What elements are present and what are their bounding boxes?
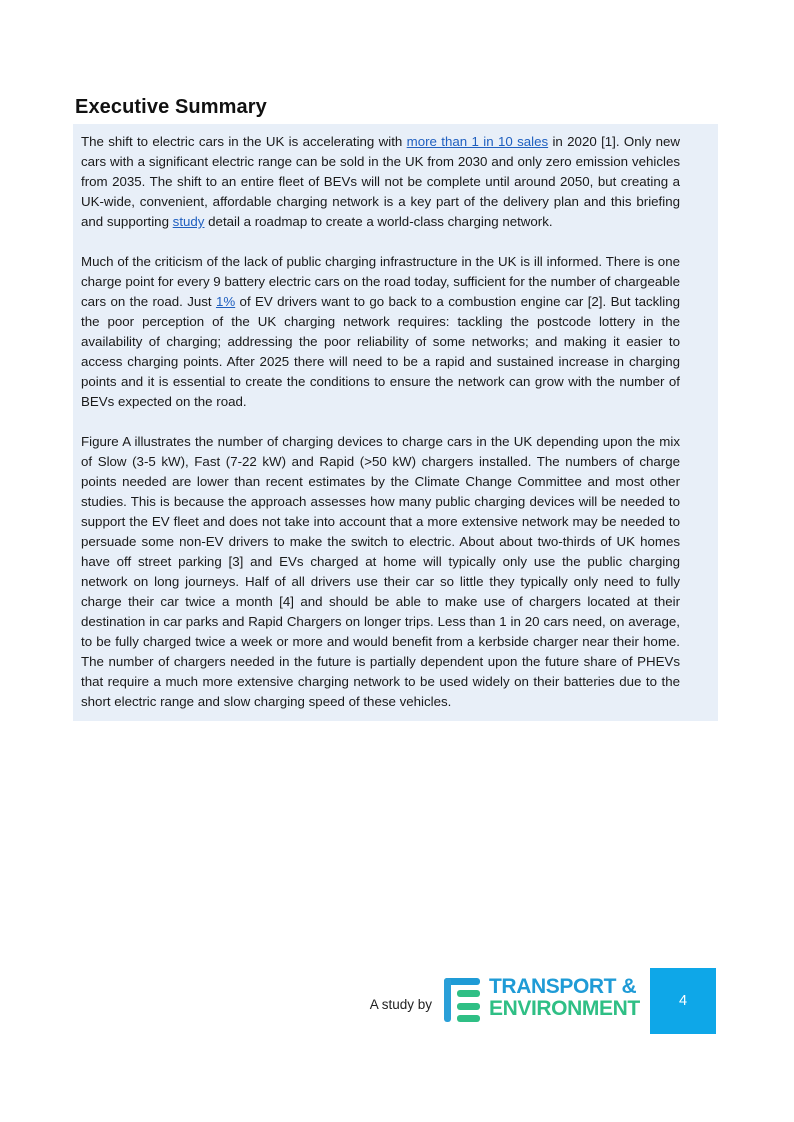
link-sales-share[interactable]: more than 1 in 10 sales xyxy=(406,134,549,149)
page-number: 4 xyxy=(650,968,716,1034)
paragraph-text: The shift to electric cars in the UK is accelerating with xyxy=(81,134,407,149)
summary-paragraph-2 xyxy=(81,252,680,412)
link-study[interactable]: study xyxy=(172,214,205,229)
logo-line-environment: ENVIRONMENT xyxy=(489,997,640,1020)
section-heading: Executive Summary xyxy=(75,96,267,118)
logo-line-transport: TRANSPORT & xyxy=(489,975,637,998)
paragraph-text: of EV drivers want to go back to a combustion engine car [2]. But tackling the poor perception of the UK charging network requires: tackling the postcode lottery in the availability of charging; addressing the poor reliability of some networks; and making it easier to access charging points. After 2025 there will need to be a rapid and sustained increase in charging points and it is essential to create the conditions to ensure the network can grow with the number of BEVs expected on the road. xyxy=(81,294,680,409)
page-footer xyxy=(0,968,794,1034)
summary-paragraph-1 xyxy=(81,132,680,232)
summary-paragraph-3: Figure A illustrates the number of charging devices to charge cars in the UK depending upon the mix of Slow (3-5 kW), Fast (7-22 kW) and Rapid (>50 kW) chargers installed. The numbers of charge points needed are lower than recent estimates by the Climate Change Committee and most other studies. This is because the approach assesses how many public charging devices will be needed to support the EV fleet and does not take into account that a more extensive network may be needed to persuade some non-EV drivers to make the switch to electric. About about two-thirds of UK homes have off street parking [3] and EVs charged at home will typically only use the public charging network on long journeys. Half of all drivers use their car so little they typically only need to fully charge their car twice a month [4] and should be able to make use of chargers located at their destination in car parks and Rapid Chargers on longer trips. Less than 1 in 20 cars need, on average, to be fully charged twice a week or more and would benefit from a kerbside charger near their home. The number of chargers needed in the future is partially dependent upon the future share of PHEVs that require a much more extensive charging network to be used widely on their batteries due to the short electric range and slow charging speed of these vehicles. xyxy=(81,434,680,709)
organization-logo-text xyxy=(489,976,640,1020)
executive-summary-box xyxy=(73,124,718,721)
te-logo-icon xyxy=(444,978,480,1022)
link-ev-drivers-survey[interactable]: 1% xyxy=(215,294,236,309)
paragraph-text: detail a roadmap to create a world-class charging network. xyxy=(204,214,553,229)
paragraph-text: in 2020 [1]. Only new cars with a significant electric range can be sold in the UK from 2030 and only zero emission vehicles from 2035. The shift to an entire fleet of BEVs will not be complete until around 2050, but creating a UK-wide, convenient, affordable charging network is a key part of the delivery plan and this briefing and supporting xyxy=(81,134,680,229)
study-by-label: A study by xyxy=(369,997,432,1012)
paragraph-text: Much of the criticism of the lack of public charging infrastructure in the UK is ill informed. There is one charge point for every 9 battery electric cars on the road today, sufficient for the number of chargeable cars on the road. Just xyxy=(81,254,680,309)
